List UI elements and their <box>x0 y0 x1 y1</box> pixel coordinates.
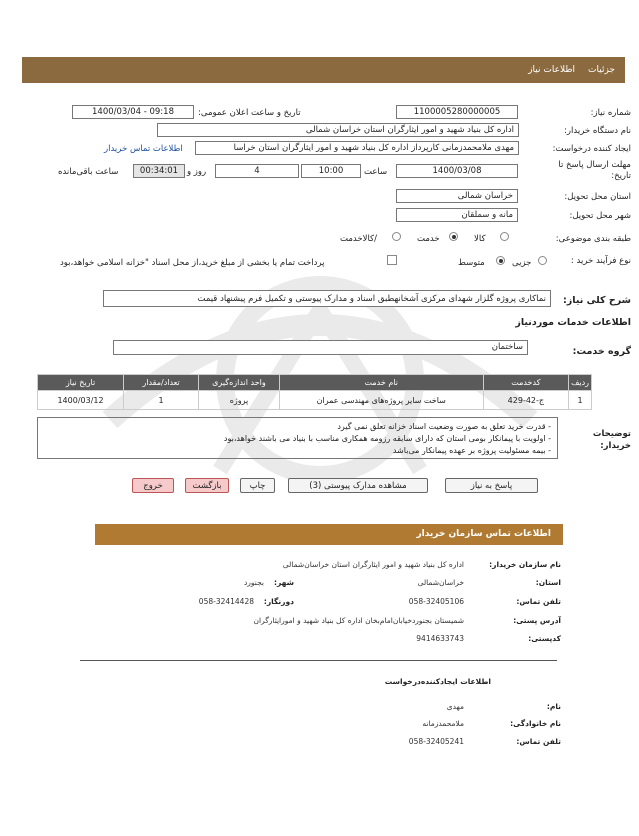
note-line-3: - بیمه مسئولیت پروژه بر عهده پیمانکار می‌باشد <box>392 446 551 455</box>
service-group-field: ساختمان <box>113 340 528 355</box>
contact-province-value: خراسان‌شمالی <box>417 578 464 587</box>
contact-divider <box>80 660 557 661</box>
address-label: آدرس پستی: <box>513 616 561 625</box>
top-tab-bar <box>22 57 625 83</box>
col-code: کدخدمت <box>483 375 568 391</box>
time-label: ساعت <box>364 167 388 177</box>
creator-section-title: اطلاعات ایجادکننده‌درخواست <box>384 677 491 686</box>
creator-family-label: نام خانوادگی: <box>510 719 561 728</box>
cell-code: ج-42-429 <box>483 391 568 410</box>
contact-section-title: اطلاعات تماس سازمان خریدار <box>416 529 551 539</box>
org-value: اداره کل بنیاد شهید و امور ایثارگران استان خراسان‌شمالی <box>282 560 464 569</box>
announce-label: تاریخ و ساعت اعلان عمومی: <box>198 108 301 118</box>
process-label: نوع فرآیند خرید : <box>570 256 631 266</box>
deadline-label: مهلت ارسال پاسخ تا تاریخ: <box>558 160 631 181</box>
postal-label: کدپستی: <box>528 634 561 643</box>
summary-label: شرح کلی نیاز: <box>562 295 631 306</box>
note-line-1: - قدرت خرید تعلق به صورت وضعیت اسناد خزانه تعلق نمی گیرد <box>337 422 551 431</box>
payment-note: پرداخت تمام یا بخشی از مبلغ خرید،از محل اسناد "خزانه اسلامی خواهد،بود <box>60 258 325 268</box>
col-name: نام خدمت <box>279 375 483 391</box>
cell-unit: پروژه <box>199 391 280 410</box>
contact-fax-value: 058-32414428 <box>198 597 254 606</box>
notes-box <box>37 417 558 459</box>
contact-city-value: بجنورد <box>243 578 264 587</box>
creator-field: مهدی ملامحمدزمانی کارپرداز اداره کل بنیاد شهید و امور ایثارگران استان خراسا <box>195 141 519 155</box>
summary-field: نماکاری پروژه گلزار شهدای مرکزی آشخانهطبق اسناد و مدارک پیوستی و تکمیل فرم پیشنهاد قیمت <box>103 290 551 307</box>
buyer-contact-link[interactable]: اطلاعات تماس خریدار <box>104 144 183 154</box>
col-date: تاریخ نیاز <box>38 375 124 391</box>
service-group-label: گروه خدمت: <box>572 346 631 357</box>
contact-fax-label: دورنگار: <box>263 597 294 606</box>
cell-date: 1400/03/12 <box>38 391 124 410</box>
buyer-org-field: اداره کل بنیاد شهید و امور ایثارگران استان خراسان شمالی <box>157 123 519 137</box>
services-section-title: اطلاعات خدمات موردنیاز <box>515 317 631 328</box>
creator-label: ایجاد کننده درخواست: <box>552 144 631 154</box>
cell-row: 1 <box>569 391 592 410</box>
days-field: 4 <box>215 164 299 178</box>
creator-phone-value: 058-32405241 <box>408 737 464 746</box>
table-header-row <box>38 375 592 391</box>
contact-phone-value: 058-32405106 <box>408 597 464 606</box>
radio-service[interactable] <box>449 232 458 241</box>
radio-minor[interactable] <box>538 256 547 265</box>
remaining-label: ساعت باقی‌مانده <box>58 167 119 177</box>
cell-qty: 1 <box>124 391 199 410</box>
note-line-2: - اولویت با پیمانکار بومی استان که دارای سابقه رزومه همکاری مناسب با بنیاد می باشند خواهد،بود <box>223 434 551 443</box>
buyer-org-label: نام دستگاه خریدار: <box>564 126 631 136</box>
cell-name: ساخت سایر پروژه‌های مهندسی عمران <box>279 391 483 410</box>
contact-city-label: شهر: <box>274 578 294 587</box>
exit-button[interactable]: خروج <box>132 478 174 493</box>
radio-service-label: خدمت <box>417 234 440 244</box>
address-value: شمیستان بجنورد‌خیابان‌امام‌بخان اداره کل بنیاد شهید و امورایثارگران <box>253 616 464 625</box>
radio-medium[interactable] <box>496 256 505 265</box>
radio-medium-label: متوسط <box>458 258 485 268</box>
creator-name-label: نام: <box>546 702 561 711</box>
org-label: نام سازمان خریدار: <box>489 560 561 569</box>
attachments-button[interactable]: مشاهده مدارک پیوستی (3) <box>288 478 428 493</box>
contact-section-header <box>95 524 563 545</box>
payment-checkbox[interactable] <box>387 255 397 265</box>
contact-province-label: استان: <box>535 578 561 587</box>
radio-goods-service-label: /کالاخدمت <box>340 234 377 244</box>
province-label: استان محل تحویل: <box>564 192 631 202</box>
print-button[interactable]: چاپ <box>240 478 275 493</box>
creator-phone-label: تلفن تماس: <box>516 737 561 746</box>
table-row[interactable] <box>38 391 592 410</box>
back-button[interactable]: بازگشت <box>185 478 229 493</box>
remaining-time-field: 00:34:01 <box>133 164 185 178</box>
creator-family-value: ملامحمدزمانه <box>422 719 464 728</box>
postal-value: 9414633743 <box>416 634 464 643</box>
need-number-label: شماره نیاز: <box>590 108 631 118</box>
services-table <box>37 374 592 410</box>
deadline-time-field: 10:00 <box>301 164 361 178</box>
radio-goods-service[interactable] <box>392 232 401 241</box>
col-unit: واحد اندازه‌گیری <box>199 375 280 391</box>
radio-goods-label: کالا <box>474 234 486 244</box>
radio-goods[interactable] <box>500 232 509 241</box>
reply-button[interactable]: پاسخ به نیاز <box>445 478 538 493</box>
need-number-field: 1100005280000005 <box>396 105 518 119</box>
notes-label: توضیحات خریدار: <box>592 429 631 451</box>
day-label: روز و <box>187 167 207 177</box>
category-label: طبقه بندی موضوعی: <box>555 234 631 244</box>
city-field: مانه و سملقان <box>396 208 518 222</box>
announce-date-field: 1400/03/04 - 09:18 <box>72 105 194 119</box>
tab-need-info[interactable]: اطلاعات نیاز <box>528 65 575 75</box>
creator-name-value: مهدی <box>446 702 464 711</box>
contact-phone-label: تلفن تماس: <box>516 597 561 606</box>
deadline-date-field: 1400/03/08 <box>396 164 518 178</box>
tab-details[interactable]: جزئیات <box>588 65 615 75</box>
col-qty: تعداد/مقدار <box>124 375 199 391</box>
province-field: خراسان شمالی <box>396 189 518 203</box>
city-label: شهر محل تحویل: <box>569 211 631 221</box>
col-row: ردیف <box>569 375 592 391</box>
radio-minor-label: جزیی <box>512 258 532 268</box>
